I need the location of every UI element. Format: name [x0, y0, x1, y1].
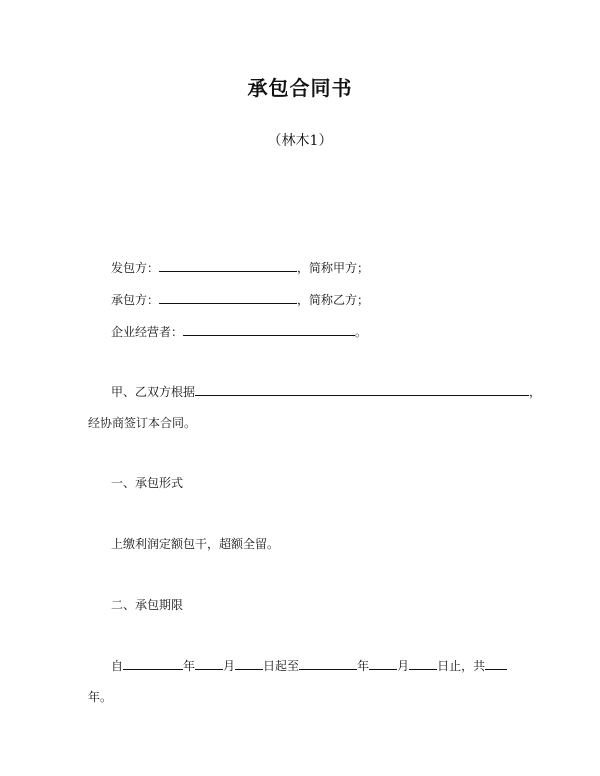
term-day2-end: 日止，共	[437, 659, 486, 673]
start-day-blank[interactable]	[235, 656, 263, 670]
start-year-blank[interactable]	[123, 656, 183, 670]
term-month1: 月	[223, 659, 236, 673]
term-day1-start: 日起至	[263, 659, 300, 673]
basis-blank[interactable]	[195, 382, 529, 396]
term-month2: 月	[397, 659, 410, 673]
contractor-label: 发包方：	[111, 261, 160, 275]
operator-line	[111, 322, 367, 340]
term-from: 自	[111, 659, 124, 673]
document-title: 承包合同书	[247, 76, 353, 100]
contractee-blank[interactable]	[159, 290, 297, 304]
end-month-blank[interactable]	[369, 656, 397, 670]
section-1-body: 上缴利润定额包干，超额全留。	[111, 537, 280, 551]
total-years-blank[interactable]	[485, 656, 507, 670]
term-line	[111, 656, 507, 674]
end-year-blank[interactable]	[299, 656, 357, 670]
operator-suffix: 。	[355, 325, 368, 339]
operator-blank[interactable]	[183, 322, 355, 336]
contractor-blank[interactable]	[159, 258, 297, 272]
start-month-blank[interactable]	[195, 656, 223, 670]
term-total-year: 年。	[88, 690, 113, 704]
section-2-heading: 二、承包期限	[111, 598, 184, 612]
contractee-suffix: ，简称乙方；	[297, 293, 370, 307]
section-1-heading: 一、承包形式	[111, 476, 184, 490]
basis-continuation: 经协商签订本合同。	[88, 416, 197, 430]
end-day-blank[interactable]	[409, 656, 437, 670]
contractee-line	[111, 290, 369, 308]
basis-suffix: ，	[529, 385, 542, 399]
document-subtitle: （林木1）	[267, 133, 333, 149]
operator-label: 企业经营者：	[111, 325, 184, 339]
term-year1: 年	[183, 659, 196, 673]
term-year2: 年	[357, 659, 370, 673]
basis-line	[111, 382, 541, 400]
contractee-label: 承包方：	[111, 293, 160, 307]
basis-prefix: 甲、乙双方根据	[111, 385, 196, 399]
contractor-suffix: ，简称甲方；	[297, 261, 370, 275]
contractor-line	[111, 258, 369, 276]
